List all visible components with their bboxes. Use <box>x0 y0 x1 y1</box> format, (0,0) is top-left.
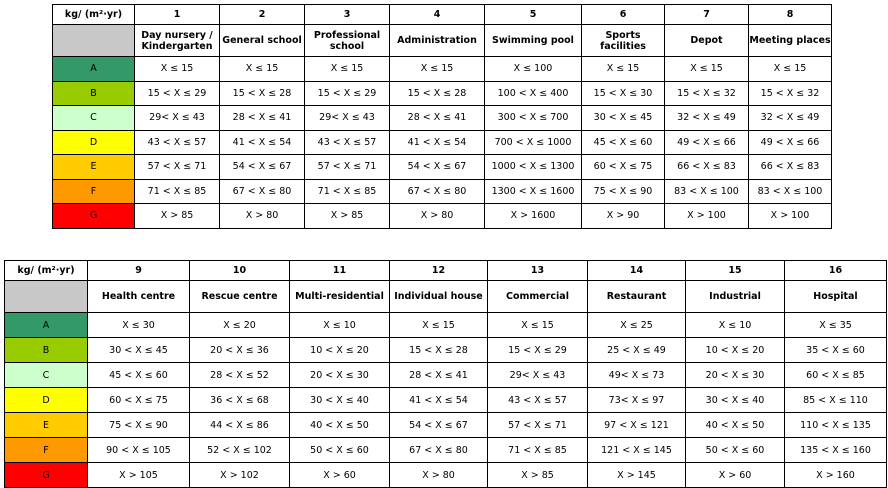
class-row <box>5 413 887 438</box>
threshold-cell: X > 90 <box>582 204 665 229</box>
threshold-cell: 85 < X ≤ 110 <box>785 388 887 413</box>
threshold-cell: 54 < X ≤ 67 <box>220 155 305 180</box>
threshold-cell: 75 < X ≤ 90 <box>88 413 190 438</box>
threshold-cell: 20 < X ≤ 30 <box>686 363 785 388</box>
threshold-cell: 67 < X ≤ 80 <box>220 179 305 204</box>
building-type-header: Day nursery / Kindergarten <box>135 25 220 57</box>
column-number: 2 <box>220 5 305 25</box>
threshold-cell: 40 < X ≤ 50 <box>686 413 785 438</box>
threshold-cell: X ≤ 15 <box>390 313 488 338</box>
threshold-cell: X > 100 <box>749 204 832 229</box>
column-number: 16 <box>785 261 887 281</box>
building-type-header: Health centre <box>88 281 190 313</box>
threshold-cell: 66 < X ≤ 83 <box>749 155 832 180</box>
threshold-cell: 29< X ≤ 43 <box>135 106 220 131</box>
threshold-cell: X > 102 <box>190 463 290 488</box>
building-type-header: Professional school <box>305 25 390 57</box>
threshold-cell: X > 85 <box>135 204 220 229</box>
threshold-cell: 83 < X ≤ 100 <box>749 179 832 204</box>
building-type-header: Rescue centre <box>190 281 290 313</box>
threshold-cell: 29< X ≤ 43 <box>488 363 588 388</box>
class-row <box>5 463 887 488</box>
building-type-header: Depot <box>665 25 749 57</box>
threshold-cell: X > 60 <box>290 463 390 488</box>
class-row <box>5 363 887 388</box>
threshold-cell: X > 85 <box>488 463 588 488</box>
threshold-cell: 36 < X ≤ 68 <box>190 388 290 413</box>
class-row <box>53 106 832 131</box>
threshold-cell: 35 < X ≤ 60 <box>785 338 887 363</box>
threshold-cell: 50 < X ≤ 60 <box>686 438 785 463</box>
threshold-cell: 54 < X ≤ 67 <box>390 413 488 438</box>
energy-class-table-1 <box>52 4 832 229</box>
threshold-cell: 15 < X ≤ 32 <box>749 81 832 106</box>
column-number: 3 <box>305 5 390 25</box>
threshold-cell: 41 < X ≤ 54 <box>220 130 305 155</box>
threshold-cell: X > 80 <box>390 463 488 488</box>
threshold-cell: 43 < X ≤ 57 <box>305 130 390 155</box>
unit-label: kg/ (m²·yr) <box>5 261 88 281</box>
threshold-cell: X > 145 <box>588 463 686 488</box>
threshold-cell: 75 < X ≤ 90 <box>582 179 665 204</box>
threshold-cell: X > 105 <box>88 463 190 488</box>
building-type-header: Commercial <box>488 281 588 313</box>
building-type-header: Hospital <box>785 281 887 313</box>
threshold-cell: 28 < X ≤ 41 <box>390 106 485 131</box>
threshold-cell: 71 < X ≤ 85 <box>305 179 390 204</box>
class-row <box>53 130 832 155</box>
energy-class-cell: F <box>5 438 88 463</box>
energy-class-cell: A <box>53 57 135 82</box>
column-number: 1 <box>135 5 220 25</box>
energy-class-cell: G <box>5 463 88 488</box>
blank-header-cell <box>5 281 88 313</box>
threshold-cell: X > 80 <box>390 204 485 229</box>
threshold-cell: X > 160 <box>785 463 887 488</box>
threshold-cell: 60 < X ≤ 85 <box>785 363 887 388</box>
threshold-cell: 97 < X ≤ 121 <box>588 413 686 438</box>
threshold-cell: X > 100 <box>665 204 749 229</box>
building-type-header: Industrial <box>686 281 785 313</box>
threshold-cell: 30 < X ≤ 40 <box>290 388 390 413</box>
class-row <box>53 81 832 106</box>
column-number: 9 <box>88 261 190 281</box>
threshold-cell: 67 < X ≤ 80 <box>390 438 488 463</box>
threshold-cell: X ≤ 15 <box>582 57 665 82</box>
threshold-cell: 43 < X ≤ 57 <box>488 388 588 413</box>
header-number-row <box>53 5 832 25</box>
building-type-header: Swimming pool <box>485 25 582 57</box>
threshold-cell: X > 1600 <box>485 204 582 229</box>
threshold-cell: 15 < X ≤ 28 <box>220 81 305 106</box>
threshold-cell: 67 < X ≤ 80 <box>390 179 485 204</box>
energy-class-cell: A <box>5 313 88 338</box>
threshold-cell: 30 < X ≤ 45 <box>582 106 665 131</box>
header-name-row <box>53 25 832 57</box>
threshold-cell: X ≤ 25 <box>588 313 686 338</box>
threshold-cell: 10 < X ≤ 20 <box>290 338 390 363</box>
energy-class-cell: D <box>53 130 135 155</box>
threshold-cell: 28 < X ≤ 41 <box>390 363 488 388</box>
threshold-cell: 121 < X ≤ 145 <box>588 438 686 463</box>
threshold-cell: 71 < X ≤ 85 <box>488 438 588 463</box>
energy-class-cell: F <box>53 179 135 204</box>
threshold-cell: 29< X ≤ 43 <box>305 106 390 131</box>
blank-header-cell <box>53 25 135 57</box>
threshold-cell: 700 < X ≤ 1000 <box>485 130 582 155</box>
threshold-cell: X > 60 <box>686 463 785 488</box>
threshold-cell: 50 < X ≤ 60 <box>290 438 390 463</box>
threshold-cell: 30 < X ≤ 40 <box>686 388 785 413</box>
threshold-cell: 1000 < X ≤ 1300 <box>485 155 582 180</box>
threshold-cell: 73< X ≤ 97 <box>588 388 686 413</box>
energy-class-cell: G <box>53 204 135 229</box>
column-number: 8 <box>749 5 832 25</box>
building-type-header: Meeting places <box>749 25 832 57</box>
threshold-cell: 60 < X ≤ 75 <box>88 388 190 413</box>
energy-class-cell: E <box>5 413 88 438</box>
energy-class-cell: B <box>53 81 135 106</box>
threshold-cell: 30 < X ≤ 45 <box>88 338 190 363</box>
threshold-cell: 100 < X ≤ 400 <box>485 81 582 106</box>
building-type-header: General school <box>220 25 305 57</box>
threshold-cell: 1300 < X ≤ 1600 <box>485 179 582 204</box>
building-type-header: Restaurant <box>588 281 686 313</box>
class-row <box>5 313 887 338</box>
column-number: 10 <box>190 261 290 281</box>
threshold-cell: X ≤ 15 <box>749 57 832 82</box>
threshold-cell: X ≤ 15 <box>135 57 220 82</box>
column-number: 6 <box>582 5 665 25</box>
building-type-header: Multi-residential <box>290 281 390 313</box>
threshold-cell: 90 < X ≤ 105 <box>88 438 190 463</box>
threshold-cell: 49 < X ≤ 66 <box>665 130 749 155</box>
threshold-cell: 71 < X ≤ 85 <box>135 179 220 204</box>
column-number: 15 <box>686 261 785 281</box>
threshold-cell: 15 < X ≤ 29 <box>135 81 220 106</box>
threshold-cell: 41 < X ≤ 54 <box>390 130 485 155</box>
threshold-cell: X ≤ 30 <box>88 313 190 338</box>
column-number: 13 <box>488 261 588 281</box>
threshold-cell: X ≤ 15 <box>390 57 485 82</box>
header-number-row <box>5 261 887 281</box>
threshold-cell: 49 < X ≤ 66 <box>749 130 832 155</box>
threshold-cell: X ≤ 10 <box>290 313 390 338</box>
threshold-cell: 57 < X ≤ 71 <box>488 413 588 438</box>
threshold-cell: 57 < X ≤ 71 <box>305 155 390 180</box>
threshold-cell: 15 < X ≤ 30 <box>582 81 665 106</box>
threshold-cell: 28 < X ≤ 41 <box>220 106 305 131</box>
column-number: 12 <box>390 261 488 281</box>
class-row <box>53 204 832 229</box>
class-row <box>53 179 832 204</box>
threshold-cell: 54 < X ≤ 67 <box>390 155 485 180</box>
class-row <box>5 388 887 413</box>
building-type-header: Administration <box>390 25 485 57</box>
threshold-cell: 32 < X ≤ 49 <box>749 106 832 131</box>
header-name-row <box>5 281 887 313</box>
threshold-cell: X ≤ 15 <box>665 57 749 82</box>
threshold-cell: 15 < X ≤ 28 <box>390 338 488 363</box>
energy-class-cell: B <box>5 338 88 363</box>
class-row <box>5 438 887 463</box>
threshold-cell: 15 < X ≤ 29 <box>305 81 390 106</box>
column-number: 5 <box>485 5 582 25</box>
threshold-cell: 300 < X ≤ 700 <box>485 106 582 131</box>
class-row <box>5 338 887 363</box>
energy-class-cell: C <box>53 106 135 131</box>
threshold-cell: X > 80 <box>220 204 305 229</box>
class-row <box>53 57 832 82</box>
threshold-cell: X ≤ 10 <box>686 313 785 338</box>
energy-class-cell: D <box>5 388 88 413</box>
threshold-cell: 43 < X ≤ 57 <box>135 130 220 155</box>
column-number: 4 <box>390 5 485 25</box>
threshold-cell: 60 < X ≤ 75 <box>582 155 665 180</box>
threshold-cell: 44 < X ≤ 86 <box>190 413 290 438</box>
class-row <box>53 155 832 180</box>
threshold-cell: X ≤ 15 <box>488 313 588 338</box>
threshold-cell: X ≤ 15 <box>220 57 305 82</box>
threshold-cell: 45 < X ≤ 60 <box>582 130 665 155</box>
threshold-cell: 28 < X ≤ 52 <box>190 363 290 388</box>
threshold-cell: X ≤ 20 <box>190 313 290 338</box>
threshold-cell: 15 < X ≤ 28 <box>390 81 485 106</box>
threshold-cell: 41 < X ≤ 54 <box>390 388 488 413</box>
energy-class-table-2 <box>4 260 887 488</box>
unit-label: kg/ (m²·yr) <box>53 5 135 25</box>
threshold-cell: 20 < X ≤ 30 <box>290 363 390 388</box>
threshold-cell: 135 < X ≤ 160 <box>785 438 887 463</box>
threshold-cell: 32 < X ≤ 49 <box>665 106 749 131</box>
building-type-header: Individual house <box>390 281 488 313</box>
threshold-cell: 57 < X ≤ 71 <box>135 155 220 180</box>
building-type-header: Sports facilities <box>582 25 665 57</box>
threshold-cell: 15 < X ≤ 29 <box>488 338 588 363</box>
column-number: 11 <box>290 261 390 281</box>
threshold-cell: 49< X ≤ 73 <box>588 363 686 388</box>
threshold-cell: X ≤ 35 <box>785 313 887 338</box>
threshold-cell: 52 < X ≤ 102 <box>190 438 290 463</box>
threshold-cell: 10 < X ≤ 20 <box>686 338 785 363</box>
threshold-cell: X ≤ 100 <box>485 57 582 82</box>
threshold-cell: X > 85 <box>305 204 390 229</box>
energy-class-cell: E <box>53 155 135 180</box>
threshold-cell: 20 < X ≤ 36 <box>190 338 290 363</box>
column-number: 7 <box>665 5 749 25</box>
energy-class-cell: C <box>5 363 88 388</box>
column-number: 14 <box>588 261 686 281</box>
threshold-cell: 110 < X ≤ 135 <box>785 413 887 438</box>
threshold-cell: 45 < X ≤ 60 <box>88 363 190 388</box>
threshold-cell: X ≤ 15 <box>305 57 390 82</box>
threshold-cell: 83 < X ≤ 100 <box>665 179 749 204</box>
threshold-cell: 25 < X ≤ 49 <box>588 338 686 363</box>
threshold-cell: 15 < X ≤ 32 <box>665 81 749 106</box>
threshold-cell: 40 < X ≤ 50 <box>290 413 390 438</box>
threshold-cell: 66 < X ≤ 83 <box>665 155 749 180</box>
